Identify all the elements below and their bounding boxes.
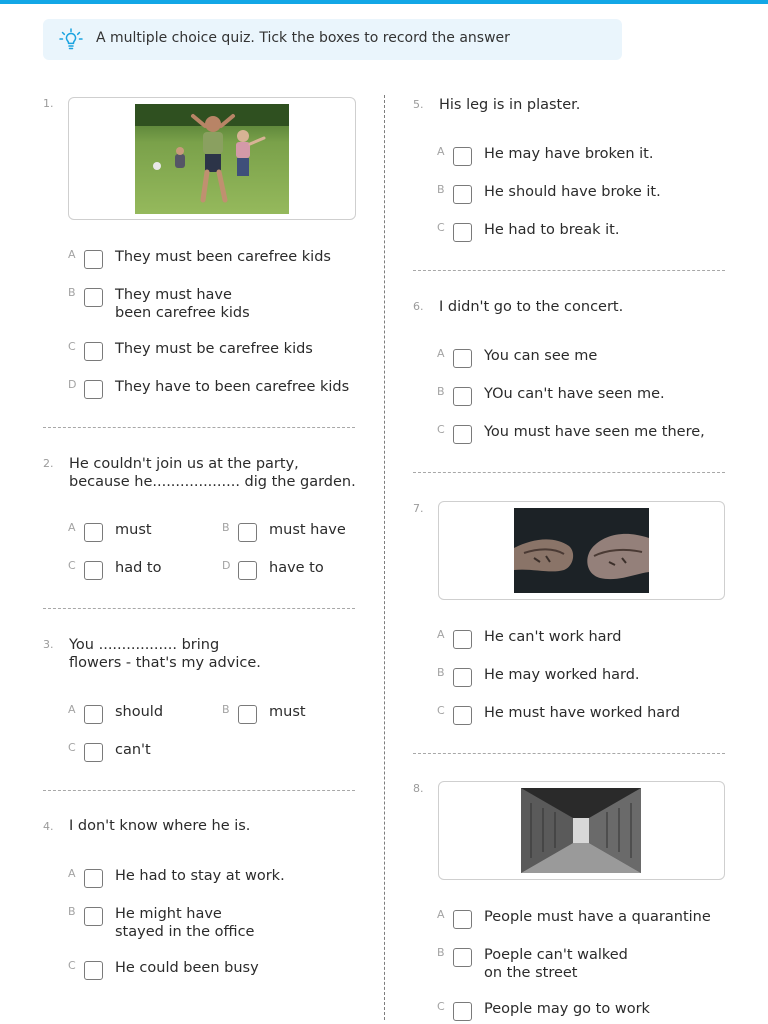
question-number: 3. bbox=[43, 638, 54, 651]
instructions-banner bbox=[43, 19, 622, 60]
option-letter: B bbox=[437, 666, 445, 679]
answer-checkbox[interactable] bbox=[453, 425, 472, 444]
answer-checkbox[interactable] bbox=[84, 342, 103, 361]
q4-option-c[interactable] bbox=[68, 959, 358, 983]
option-text: Poeple can't walked on the street bbox=[484, 947, 628, 981]
option-letter: C bbox=[68, 340, 76, 353]
q5-option-a[interactable] bbox=[437, 145, 737, 169]
answer-checkbox[interactable] bbox=[453, 948, 472, 967]
option-letter: C bbox=[437, 1000, 445, 1013]
option-text: can't bbox=[115, 742, 151, 758]
option-text: must have bbox=[269, 522, 346, 538]
answer-checkbox[interactable] bbox=[453, 706, 472, 725]
q2-option-c[interactable] bbox=[68, 559, 208, 583]
question-text: You ................. bring flowers - that's my advice. bbox=[69, 637, 261, 671]
option-text: He could been busy bbox=[115, 960, 259, 976]
q8-option-a[interactable] bbox=[437, 908, 737, 932]
answer-checkbox[interactable] bbox=[238, 523, 257, 542]
question-separator bbox=[43, 790, 355, 791]
answer-checkbox[interactable] bbox=[84, 869, 103, 888]
q3-option-a[interactable] bbox=[68, 703, 208, 727]
kids-running-photo bbox=[135, 104, 289, 214]
question-separator bbox=[43, 608, 355, 609]
question-number: 1. bbox=[43, 97, 54, 110]
option-text: He may worked hard. bbox=[484, 667, 640, 683]
answer-checkbox[interactable] bbox=[238, 705, 257, 724]
answer-checkbox[interactable] bbox=[453, 185, 472, 204]
answer-checkbox[interactable] bbox=[84, 961, 103, 980]
question-number: 6. bbox=[413, 300, 424, 313]
q1-option-c[interactable] bbox=[68, 340, 358, 364]
option-letter: A bbox=[437, 347, 445, 360]
option-letter: B bbox=[437, 946, 445, 959]
answer-checkbox[interactable] bbox=[453, 147, 472, 166]
q7-option-a[interactable] bbox=[437, 628, 737, 652]
option-text: He can't work hard bbox=[484, 629, 622, 645]
answer-checkbox[interactable] bbox=[453, 223, 472, 242]
q2-option-d[interactable] bbox=[222, 559, 362, 583]
option-text: People must have a quarantine bbox=[484, 909, 711, 925]
option-letter: B bbox=[222, 521, 230, 534]
question-text: He couldn't join us at the party, because he................... dig the garden. bbox=[69, 456, 356, 490]
question-image-frame bbox=[68, 97, 356, 220]
answer-checkbox[interactable] bbox=[453, 910, 472, 929]
answer-checkbox[interactable] bbox=[453, 668, 472, 687]
q5-option-c[interactable] bbox=[437, 221, 737, 245]
option-text: have to bbox=[269, 560, 324, 576]
option-letter: D bbox=[68, 378, 77, 391]
q8-option-c[interactable] bbox=[437, 1000, 737, 1024]
option-text: You can see me bbox=[484, 348, 598, 364]
option-letter: C bbox=[68, 559, 76, 572]
dirty-hands-photo bbox=[514, 508, 649, 593]
q2-option-b[interactable] bbox=[222, 521, 362, 545]
column-divider bbox=[384, 95, 385, 1020]
question-image-frame bbox=[438, 781, 725, 880]
option-letter: D bbox=[222, 559, 231, 572]
q1-option-b[interactable] bbox=[68, 286, 358, 322]
question-separator bbox=[43, 427, 355, 428]
question-text: I don't know where he is. bbox=[69, 818, 251, 834]
q4-option-a[interactable] bbox=[68, 867, 358, 891]
option-text: He should have broke it. bbox=[484, 184, 661, 200]
answer-checkbox[interactable] bbox=[453, 1002, 472, 1021]
option-letter: A bbox=[68, 867, 76, 880]
answer-checkbox[interactable] bbox=[84, 705, 103, 724]
option-letter: C bbox=[437, 423, 445, 436]
question-separator bbox=[413, 472, 725, 473]
option-text: He might have stayed in the office bbox=[115, 906, 255, 940]
option-text: They must be carefree kids bbox=[115, 341, 313, 357]
q7-option-c[interactable] bbox=[437, 704, 737, 728]
question-number: 8. bbox=[413, 782, 424, 795]
answer-checkbox[interactable] bbox=[84, 523, 103, 542]
question-text: I didn't go to the concert. bbox=[439, 299, 624, 315]
option-text: They must have been carefree kids bbox=[115, 287, 250, 321]
q4-option-b[interactable] bbox=[68, 905, 358, 941]
answer-checkbox[interactable] bbox=[84, 561, 103, 580]
question-text: His leg is in plaster. bbox=[439, 97, 581, 113]
q6-option-b[interactable] bbox=[437, 385, 737, 409]
option-letter: B bbox=[222, 703, 230, 716]
answer-checkbox[interactable] bbox=[453, 630, 472, 649]
option-text: had to bbox=[115, 560, 162, 576]
answer-checkbox[interactable] bbox=[84, 743, 103, 762]
answer-checkbox[interactable] bbox=[453, 387, 472, 406]
option-text: People may go to work bbox=[484, 1001, 650, 1017]
answer-checkbox[interactable] bbox=[238, 561, 257, 580]
question-number: 5. bbox=[413, 98, 424, 111]
option-text: They have to been carefree kids bbox=[115, 379, 350, 395]
option-text: must bbox=[115, 522, 152, 538]
option-letter: C bbox=[68, 959, 76, 972]
option-text: He must have worked hard bbox=[484, 705, 681, 721]
lightbulb-icon bbox=[58, 27, 84, 53]
option-text: He may have broken it. bbox=[484, 146, 654, 162]
answer-checkbox[interactable] bbox=[453, 349, 472, 368]
top-accent-bar bbox=[0, 0, 768, 4]
q1-option-a[interactable] bbox=[68, 248, 358, 272]
option-text: YOu can't have seen me. bbox=[484, 386, 665, 402]
option-text: must bbox=[269, 704, 306, 720]
answer-checkbox[interactable] bbox=[84, 380, 103, 399]
question-separator bbox=[413, 753, 725, 754]
option-letter: A bbox=[68, 248, 76, 261]
q3-option-b[interactable] bbox=[222, 703, 362, 727]
option-text: should bbox=[115, 704, 164, 720]
q6-option-c[interactable] bbox=[437, 423, 737, 447]
option-text: He had to break it. bbox=[484, 222, 620, 238]
q5-option-b[interactable] bbox=[437, 183, 737, 207]
option-letter: C bbox=[68, 741, 76, 754]
option-letter: B bbox=[68, 905, 76, 918]
option-letter: B bbox=[68, 286, 76, 299]
option-text: They must been carefree kids bbox=[115, 249, 331, 265]
option-letter: B bbox=[437, 385, 445, 398]
instructions-text: A multiple choice quiz. Tick the boxes to record the answer bbox=[96, 30, 510, 46]
option-text: You must have seen me there, bbox=[484, 424, 705, 440]
answer-checkbox[interactable] bbox=[84, 250, 103, 269]
question-image-frame bbox=[438, 501, 725, 600]
question-number: 7. bbox=[413, 502, 424, 515]
option-text: He had to stay at work. bbox=[115, 868, 285, 884]
q8-option-b[interactable] bbox=[437, 946, 737, 982]
option-letter: A bbox=[68, 703, 76, 716]
answer-checkbox[interactable] bbox=[84, 907, 103, 926]
empty-street-photo bbox=[521, 788, 641, 873]
q3-option-c[interactable] bbox=[68, 741, 208, 765]
option-letter: B bbox=[437, 183, 445, 196]
q1-option-d[interactable] bbox=[68, 378, 358, 402]
option-letter: C bbox=[437, 704, 445, 717]
q7-option-b[interactable] bbox=[437, 666, 737, 690]
question-separator bbox=[413, 270, 725, 271]
option-letter: A bbox=[68, 521, 76, 534]
q2-option-a[interactable] bbox=[68, 521, 208, 545]
question-number: 4. bbox=[43, 820, 54, 833]
q6-option-a[interactable] bbox=[437, 347, 737, 371]
option-letter: A bbox=[437, 908, 445, 921]
question-number: 2. bbox=[43, 457, 54, 470]
option-letter: C bbox=[437, 221, 445, 234]
option-letter: A bbox=[437, 145, 445, 158]
answer-checkbox[interactable] bbox=[84, 288, 103, 307]
option-letter: A bbox=[437, 628, 445, 641]
